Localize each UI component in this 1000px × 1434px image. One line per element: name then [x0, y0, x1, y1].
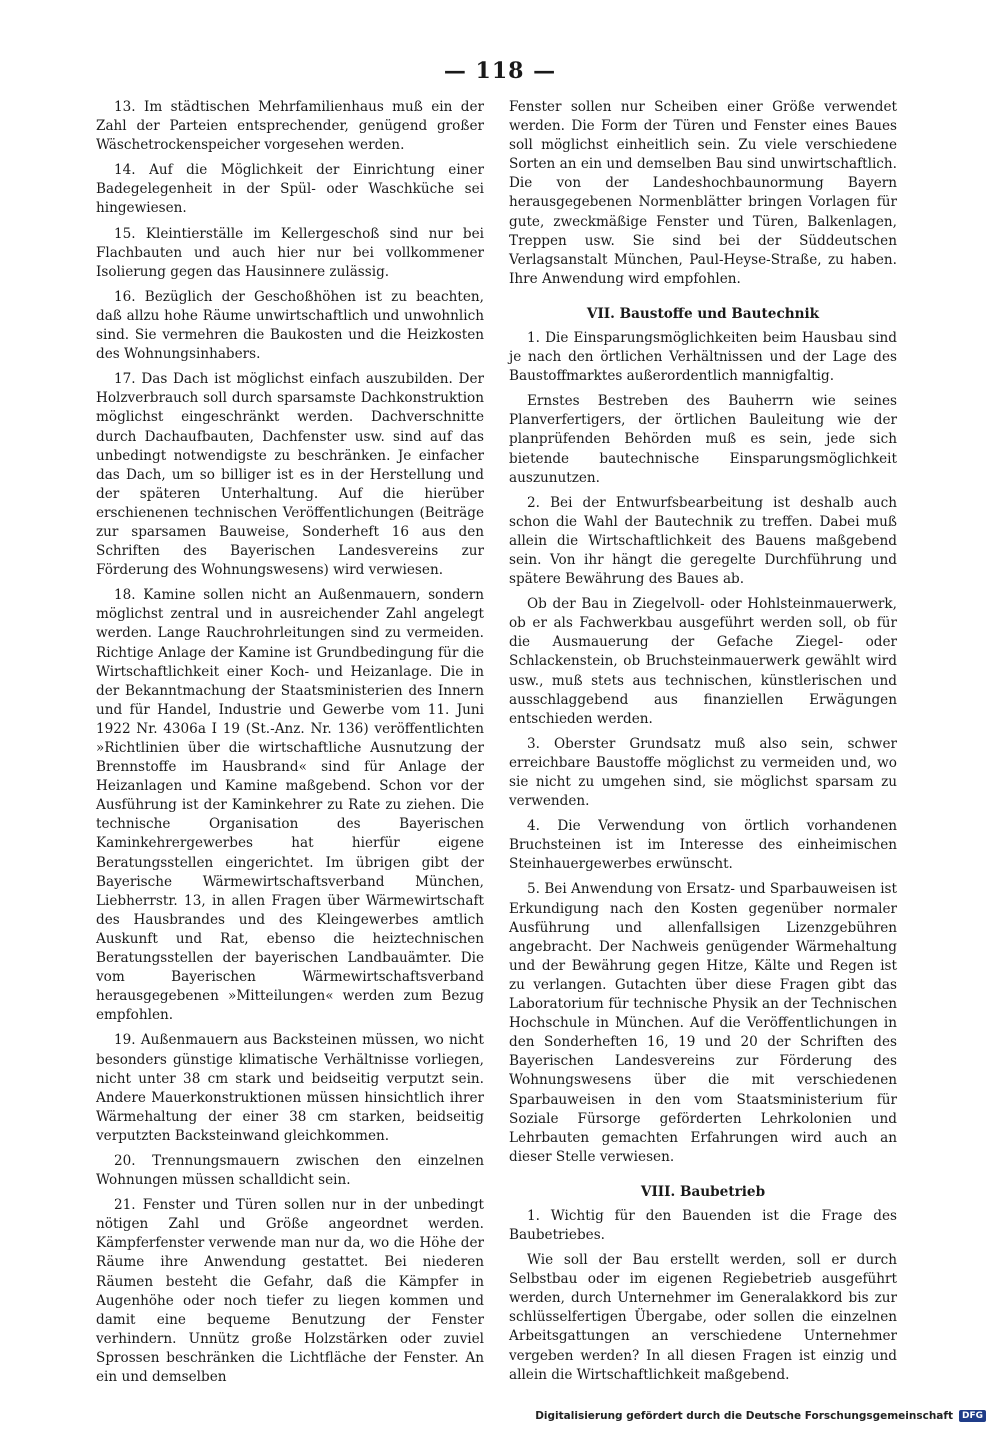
section-7-paragraph: Ernstes Bestreben des Bauherrn wie seines Planverfertigers, der örtlichen Bauleitung wie der planprüfenden Behörden muß es sein, jede sich bietende bautechnische Einsparungsmöglichkeit auszunutzen.	[509, 393, 897, 486]
section-7-paragraph: 2. Bei der Entwurfsbearbeitung ist deshalb auch schon die Wahl der Bautechnik zu treffen. Dabei muß allein die Wirtschaftlichkeit des Bauens maßgebend sein. Von ihr hängt die geregelte Durchführung und spätere Bewährung des Baues ab.	[509, 494, 897, 588]
dfg-logo-icon: DFG	[959, 1410, 986, 1422]
paragraph-17: 17. Das Dach ist möglichst einfach auszubilden. Der Holzverbrauch soll durch sparsamste Dachkonstruktion möglichst eingeschränkt werden. Dachverschnitte durch Dachaufbauten, Dachfenster usw. sind auf das unbedingt notwendigste zu beschränken. Je einfacher das Dach, um so billiger ist es in der Herstellung und der späteren Unterhaltung. Auf die hierüber erschienenen technischen Veröffentlichungen (Beiträge zur sparsamen Bauweise, Sonderheft 16 aus den Schriften des Bayerischen Landesvereins zur Förderung des Wohnungswesens) wird verwiesen.	[96, 371, 484, 579]
section-7-paragraph: 4. Die Verwendung von örtlich vorhandenen Bruchsteinen ist im Interesse des einheimischen Steinhauergewerbes erwünscht.	[509, 818, 897, 873]
paragraph-16: 16. Bezüglich der Geschoßhöhen ist zu beachten, daß allzu hohe Räume unwirtschaftlich und unwohnlich sind. Sie vermehren die Baukosten und die Heizkosten des Wohnungsinhabers.	[96, 288, 484, 363]
page-number: — 118 —	[443, 58, 557, 84]
paragraph-21: 21. Fenster und Türen sollen nur in der unbedingt nötigen Zahl und Größe angeordnet werden. Kämpferfenster verwende man nur da, wo die Höhe der Räume ihre Anwendung gestattet. Bei niederen Räumen besteht die Gefahr, daß die Kämpfer in Augenhöhe oder noch tiefer zu liegen kommen und damit eine bequeme Benutzung der Fenster verhindern. Unnütz große Holzstärken oder zuviel Sprossen beschränken die Lichtfläche der Fenster. An ein und demselben	[96, 1197, 484, 1385]
section-7-heading: VII. Baustoffe und Bautechnik	[586, 305, 820, 322]
section-8-paragraph: 1. Wichtig für den Bauenden ist die Frage des Baubetriebes.	[509, 1207, 897, 1243]
paragraph-15: 15. Kleintierställe im Kellergeschoß sind nur bei Flachbauten und auch hier nur bei vollkommener Isolierung gegen das Hausinnere zulässig.	[96, 225, 484, 280]
paragraph-14: 14. Auf die Möglichkeit der Einrichtung einer Badegelegenheit in der Spül- oder Waschküche sei hingewiesen.	[96, 162, 484, 217]
right-column	[509, 98, 897, 1391]
footer-text: Digitalisierung gefördert durch die Deutsche Forschungsgemeinschaft	[535, 1410, 953, 1422]
paragraph-21-continuation: Fenster sollen nur Scheiben einer Größe verwendet werden. Die Form der Türen und Fenster eines Baues soll möglichst einheitlich sein. Zu viele verschiedene Sorten an ein und demselben Bau sind unwirtschaftlich. Die von der Landeshochbaunormung Bayern herausgegebenen Normenblätter bringen Vorlagen für gute, zweckmäßige Fenster und Türen, Balkenlagen, Treppen usw. Sie sind bei der Süddeutschen Verlagsanstalt München, Paul-Heyse-Straße, zu haben. Ihre Anwendung wird empfohlen.	[509, 99, 897, 287]
section-7-paragraph: 3. Oberster Grundsatz muß also sein, schwer erreichbare Baustoffe möglichst zu vermeiden und, wo sie nicht zu umgehen sind, sie möglichst sparsam zu verwenden.	[509, 735, 897, 810]
paragraph-19: 19. Außenmauern aus Backsteinen müssen, wo nicht besonders günstige klimatische Verhältnisse vorliegen, nicht unter 38 cm stark und beidseitig verputzt sein. Andere Mauerkonstruktionen müssen hinsichtlich ihrer Wärmehaltung der einer 38 cm starken, beidseitig verputzten Backsteinwand gleichkommen.	[96, 1032, 484, 1144]
paragraph-18: 18. Kamine sollen nicht an Außenmauern, sondern möglichst zentral und in ausreichender Zahl angelegt werden. Lange Rauchrohrleitungen sind zu vermeiden. Richtige Anlage der Kamine ist Grundbedingung für die Wirtschaftlichkeit einer Koch- und Heizanlage. Die in der Bekanntmachung der Staatsministerien des Innern und für Handel, Industrie und Gewerbe vom 11. Juni 1922 Nr. 4306a I 19 (St.-Anz. Nr. 136) veröffentlichten »Richtlinien über die wirtschaftliche Ausnutzung der Brennstoffe im Hausbrand« sind für Anlage der Heizanlagen und Kamine maßgebend. Schon vor der Ausführung ist der Kaminkehrer zu Rate zu ziehen. Die technische Organisation des Bayerischen Kaminkehrergewerbes hat hierfür eigene Beratungsstellen eingerichtet. Im übrigen gibt der Bayerische Wärmewirtschaftsverband München, Liebherrstr. 13, in allen Fragen über Wärmewirtschaft des Hausbrandes und des Kleingewerbes amtlich Auskunft und Rat, ebenso die heiztechnischen Beratungsstellen der bayerischen Landbauämter. Die vom Bayerischen Wärmewirtschaftsverband herausgegebenen »Mitteilungen« werden zum Bezug empfohlen.	[96, 587, 484, 1024]
section-7-paragraph: 1. Die Einsparungsmöglichkeiten beim Hausbau sind je nach den örtlichen Verhältnissen und der Lage des Baustoffmarktes außerordentlich mannigfaltig.	[509, 329, 897, 385]
paragraph-13: 13. Im städtischen Mehrfamilienhaus muß ein der Zahl der Parteien entsprechender, genügend großer Wäschetrockenspeicher vorgesehen werden.	[96, 99, 484, 154]
section-8-paragraph: Wie soll der Bau erstellt werden, soll er durch Selbstbau oder im eigenen Regiebetrieb ausgeführt werden, durch Unternehmer im Generalakkord bis zur schlüsselfertigen Übergabe, oder sollen die einzelnen Arbeitsgattungen an verschiedene Unternehmer vergeben werden? In all diesen Fragen ist einzig und allein die Wirtschaftlichkeit maßgebend.	[509, 1252, 897, 1383]
section-7-paragraph: 5. Bei Anwendung von Ersatz- und Sparbauweisen ist Erkundigung nach den Kosten gegenüber normaler Ausführung und allenfallsigen Lizenzgebühren angebracht. Der Nachweis genügender Wärmehaltung und der Bewährung gegen Hitze, Kälte und Regen ist zu verlangen. Gutachten über diese Fragen gibt das Laboratorium für technische Physik an der Technischen Hochschule in München. Auf die Veröffentlichungen in den Sonderheften 16, 19 und 20 der Schriften des Bayerischen Landesvereins zur Förderung des Wohnungswesens über die mit verschiedenen Sparbauweisen in den vom Staatsministerium für Soziale Fürsorge geförderten Lehrkolonien und Lehrbauten gemachten Erfahrungen wird auch an dieser Stelle verwiesen.	[509, 881, 897, 1165]
left-column	[96, 98, 484, 1393]
section-8-heading: VIII. Baubetrieb	[640, 1183, 766, 1200]
digitization-footer	[535, 1410, 986, 1422]
paragraph-20: 20. Trennungsmauern zwischen den einzelnen Wohnungen müssen schalldicht sein.	[96, 1152, 484, 1189]
section-7-paragraph: Ob der Bau in Ziegelvoll- oder Hohlsteinmauerwerk, ob er als Fachwerkbau ausgeführt werden soll, ob für die Ausmauerung der Gefache Ziegel- oder Schlackenstein, ob Bruchsteinmauerwerk gewählt wird usw., muß stets aus technischen, künstlerischen und ausschlaggebend aus finanziellen Erwägungen entschieden werden.	[509, 596, 897, 727]
